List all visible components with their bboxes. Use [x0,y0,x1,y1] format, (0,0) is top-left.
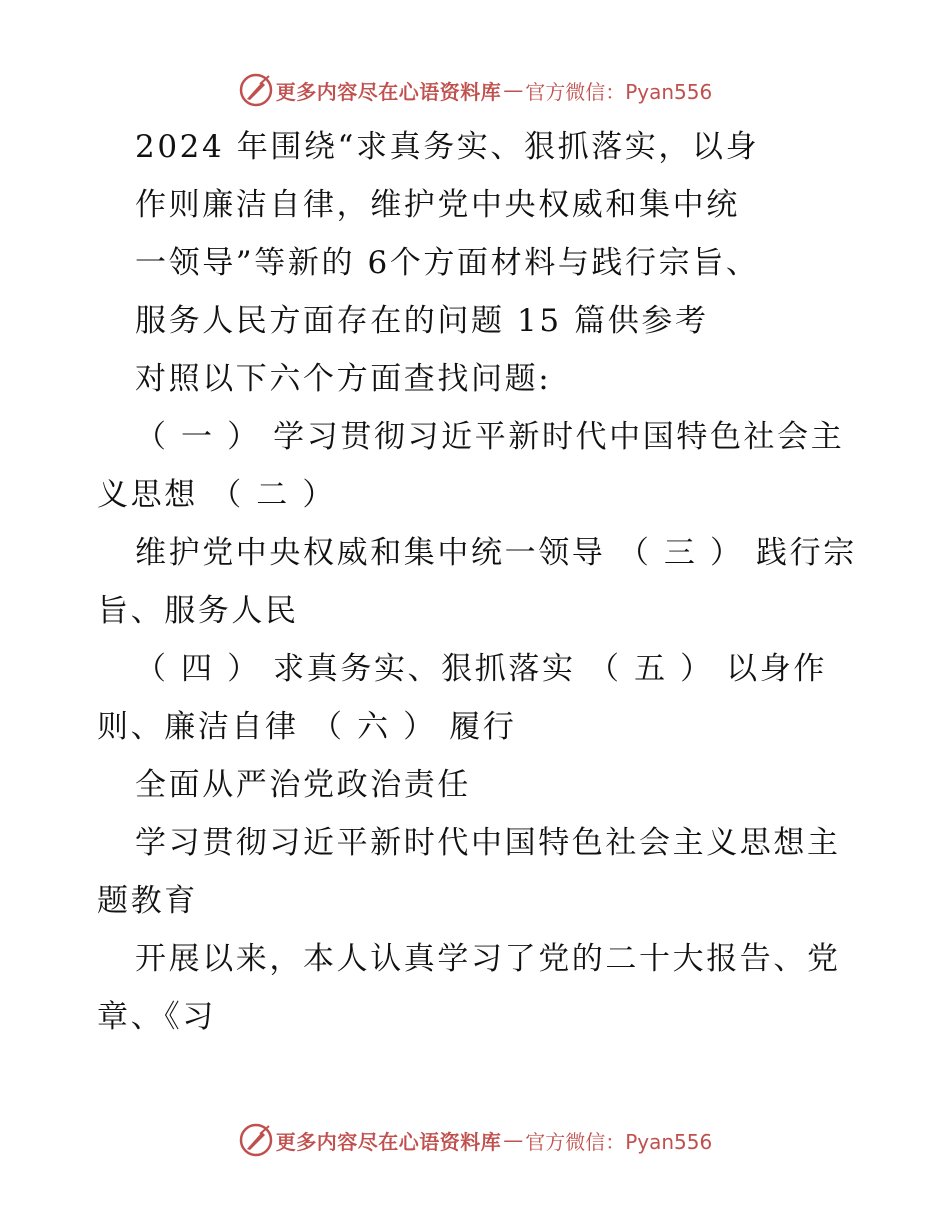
paragraph-line: 则、廉洁自律 （ 六 ） 履行 [97,709,517,745]
paragraph-line: 开展以来，本人认真学习了党的二十大报告、党 [135,941,841,977]
watermark-wechat: 官方微信：Pyan556 [525,1129,713,1154]
footer-watermark [0,1122,950,1158]
paragraph-line: 旨、服务人民 [97,593,299,629]
paragraph-line: 维护党中央权威和集中统一领导 （ 三 ） 践行宗 [135,535,857,571]
paragraph-line: 对照以下六个方面查找问题: [135,361,552,397]
watermark-brand: 更多内容尽在心语资料库 [275,79,502,104]
paragraph-line: 章、《习 [97,999,216,1035]
watermark-separator: — [503,1128,524,1152]
header-watermark [0,72,950,108]
watermark-separator: — [503,78,524,102]
paragraph-line: 义思想 （ 二 ） [97,477,336,513]
title-line-4: 服务人民方面存在的问题 15 篇供参考 [135,303,709,339]
paragraph-line: 题教育 [97,883,198,919]
title-line-2: 作则廉洁自律，维护党中央权威和集中统 [135,187,740,223]
watermark-wechat: 官方微信：Pyan556 [525,79,713,104]
paragraph-line: 学习贯彻习近平新时代中国特色社会主义思想主 [135,825,841,861]
paragraph-line: （ 四 ） 求真务实、狠抓落实 （ 五 ） 以身作 [135,651,827,687]
quill-pen-seal-icon [238,72,274,108]
document-body [97,118,857,1046]
paragraph-line: 全面从严治党政治责任 [135,767,471,803]
paragraph-line: （ 一 ） 学习贯彻习近平新时代中国特色社会主 [135,419,845,455]
quill-pen-seal-icon [238,1122,274,1158]
watermark-brand: 更多内容尽在心语资料库 [275,1129,502,1154]
title-line-1: 2024 年围绕“求真务实、狠抓落实，以身 [135,129,760,165]
title-line-3: 一领导”等新的 6个方面材料与践行宗旨、 [135,245,760,281]
